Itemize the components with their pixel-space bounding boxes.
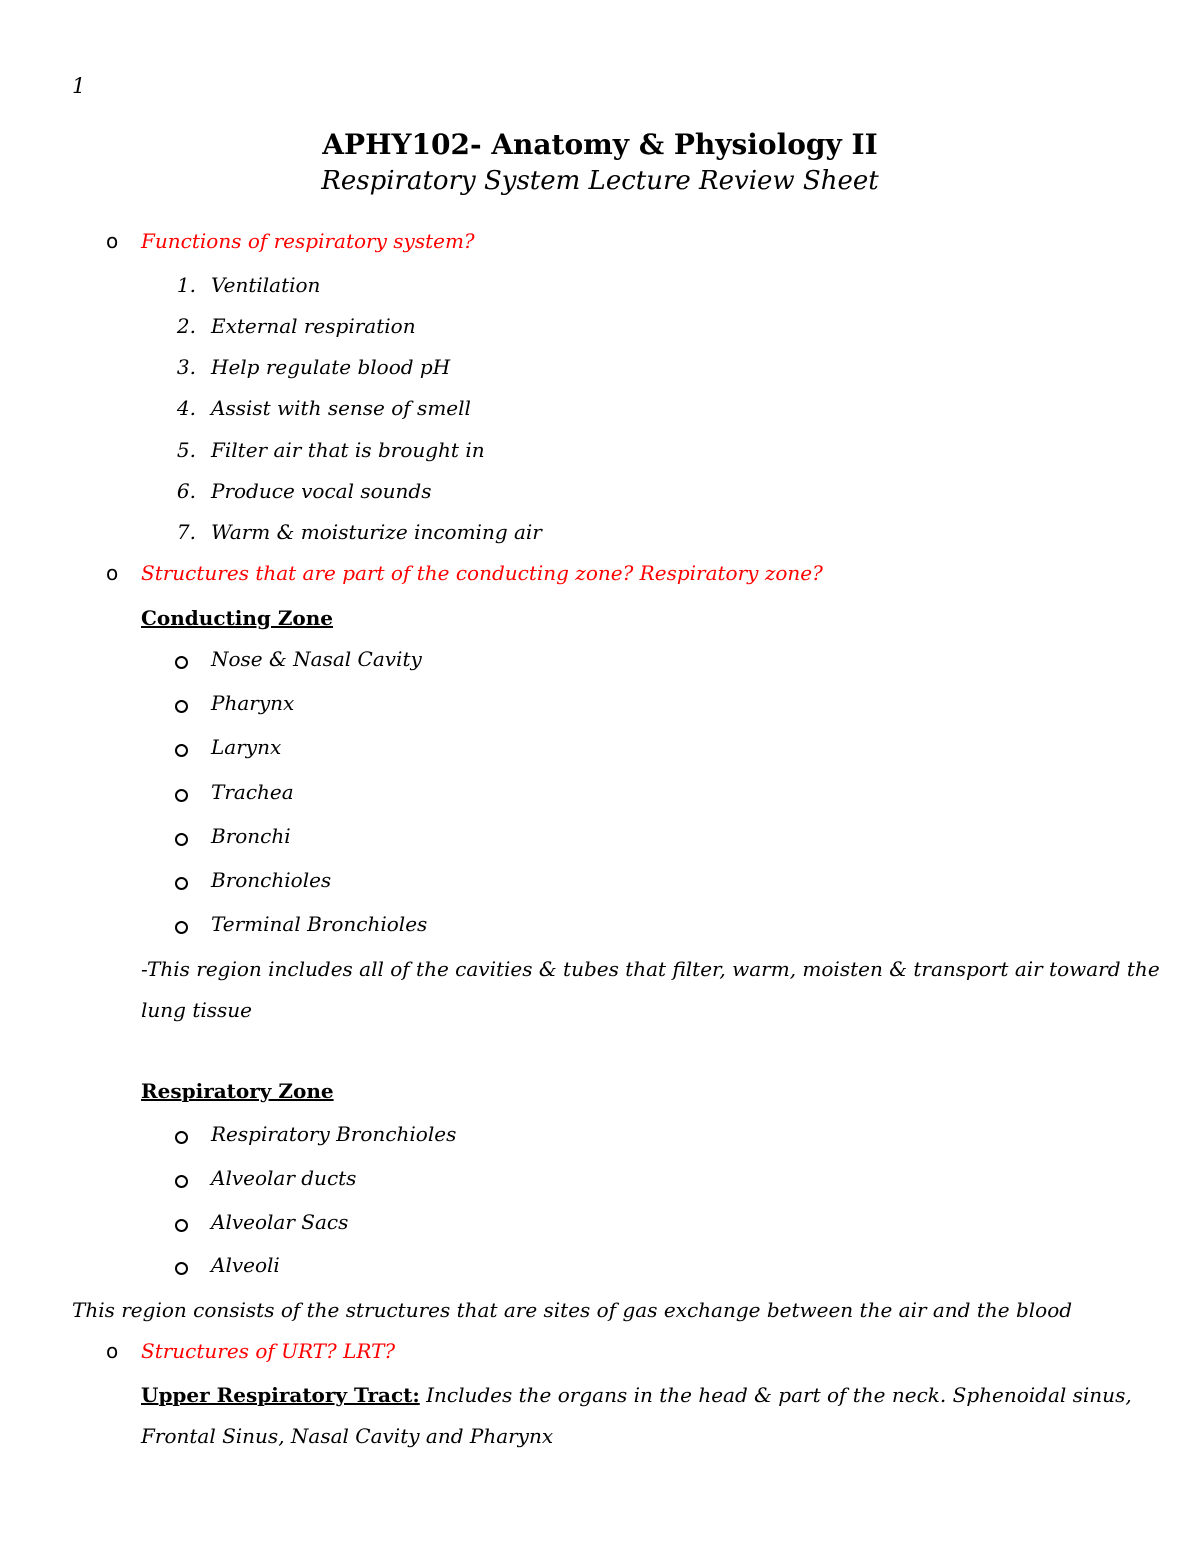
list-number: 5.	[176, 438, 196, 462]
function-item: Produce vocal sounds	[211, 479, 432, 503]
conducting-zone-note-continued: lung tissue	[141, 998, 252, 1022]
question-bullet: o	[106, 229, 119, 253]
list-number: 6.	[176, 479, 196, 503]
upper-respiratory-tract-text: Includes the organs in the head & part of the neck. Sphenoidal sinus,	[426, 1383, 1132, 1407]
function-item: Warm & moisturize incoming air	[211, 520, 542, 544]
list-number: 4.	[176, 396, 196, 420]
question-bullet: o	[106, 1339, 119, 1363]
function-item: Assist with sense of smell	[211, 396, 471, 420]
upper-respiratory-tract-text-continued: Frontal Sinus, Nasal Cavity and Pharynx	[141, 1424, 554, 1448]
upper-respiratory-tract-label: Upper Respiratory Tract:	[141, 1383, 420, 1407]
sub-bullet-icon	[175, 656, 188, 669]
question-tracts: Structures of URT? LRT?	[141, 1339, 396, 1363]
respiratory-zone-item: Respiratory Bronchioles	[211, 1122, 457, 1146]
function-item: Filter air that is brought in	[211, 438, 485, 462]
respiratory-zone-item: Alveoli	[211, 1253, 280, 1277]
page-number: 1	[72, 74, 86, 98]
conducting-zone-item: Larynx	[211, 735, 282, 759]
conducting-zone-heading: Conducting Zone	[141, 606, 334, 630]
conducting-zone-note: -This region includes all of the cavities & tubes that filter, warm, moisten & transport air toward the	[141, 957, 1160, 981]
document-title: APHY102- Anatomy & Physiology II	[322, 128, 878, 161]
sub-bullet-icon	[175, 1219, 188, 1232]
list-number: 7.	[176, 520, 196, 544]
upper-respiratory-tract-line	[141, 1383, 1132, 1407]
respiratory-zone-item: Alveolar ducts	[211, 1166, 357, 1190]
conducting-zone-item: Trachea	[211, 780, 294, 804]
conducting-zone-item: Bronchioles	[211, 868, 332, 892]
conducting-zone-item: Bronchi	[211, 824, 291, 848]
list-number: 3.	[176, 355, 196, 379]
sub-bullet-icon	[175, 921, 188, 934]
sub-bullet-icon	[175, 1262, 188, 1275]
question-functions: Functions of respiratory system?	[141, 229, 475, 253]
sub-bullet-icon	[175, 1131, 188, 1144]
sub-bullet-icon	[175, 1175, 188, 1188]
conducting-zone-item: Terminal Bronchioles	[211, 912, 428, 936]
question-bullet: o	[106, 561, 119, 585]
list-number: 2.	[176, 314, 196, 338]
function-item: Ventilation	[211, 273, 321, 297]
respiratory-zone-note: This region consists of the structures that are sites of gas exchange between the air and the blood	[72, 1298, 1073, 1322]
sub-bullet-icon	[175, 744, 188, 757]
document-subtitle: Respiratory System Lecture Review Sheet	[321, 166, 879, 196]
function-item: External respiration	[211, 314, 416, 338]
sub-bullet-icon	[175, 877, 188, 890]
sub-bullet-icon	[175, 700, 188, 713]
respiratory-zone-heading: Respiratory Zone	[141, 1079, 334, 1103]
sub-bullet-icon	[175, 789, 188, 802]
sub-bullet-icon	[175, 833, 188, 846]
respiratory-zone-item: Alveolar Sacs	[211, 1210, 349, 1234]
conducting-zone-item: Nose & Nasal Cavity	[211, 647, 422, 671]
list-number: 1.	[176, 273, 196, 297]
question-zones: Structures that are part of the conducting zone? Respiratory zone?	[141, 561, 823, 585]
function-item: Help regulate blood pH	[211, 355, 451, 379]
conducting-zone-item: Pharynx	[211, 691, 295, 715]
